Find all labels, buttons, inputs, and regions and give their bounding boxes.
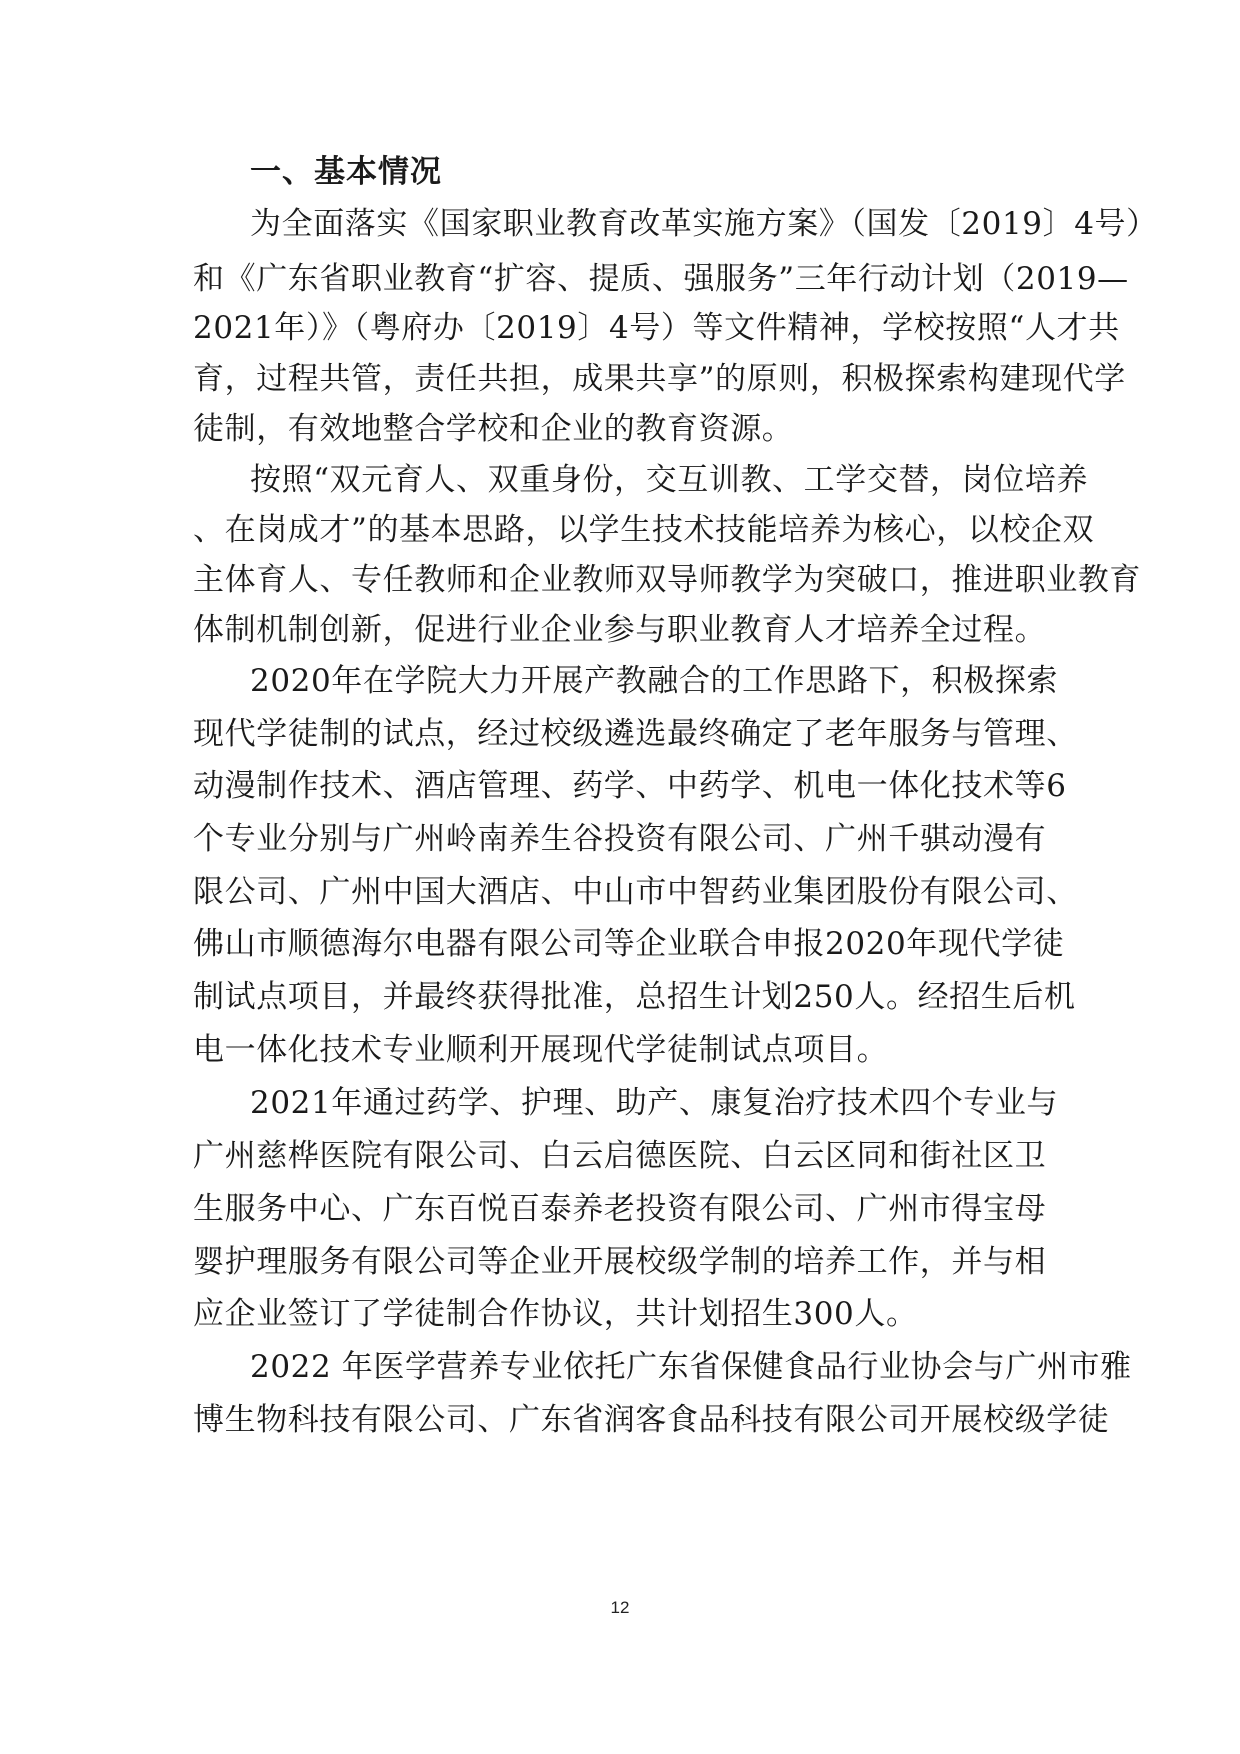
text-line: 制试点项目，并最终获得批准，总招生计划250人。经招生后机 (193, 979, 1076, 1015)
text-line: 广州慈桦医院有限公司、白云启德医院、白云区同和街社区卫 (193, 1138, 1047, 1174)
text-line: 博生物科技有限公司、广东省润客食品科技有限公司开展校级学徒 (193, 1402, 1110, 1438)
text-line: 2022 年医学营养专业依托广东省保健食品行业协会与广州市雅 (250, 1349, 1132, 1385)
text-line: 婴护理服务有限公司等企业开展校级学制的培养工作，并与相 (193, 1244, 1047, 1280)
text-line: 应企业签订了学徒制合作协议，共计划招生300人。 (193, 1296, 918, 1332)
text-line: 生服务中心、广东百悦百泰养老投资有限公司、广州市得宝母 (193, 1191, 1047, 1227)
text-line: 限公司、广州中国大酒店、中山市中智药业集团股份有限公司、 (193, 874, 1078, 910)
page-number: 12 (610, 1598, 630, 1617)
text-line: 电一体化技术专业顺利开展现代学徒制试点项目。 (193, 1032, 889, 1068)
text-line: 2021年）》（粤府办〔2019〕4号）等文件精神，学校按照“人才共 (193, 310, 1120, 346)
text-line: 个专业分别与广州岭南养生谷投资有限公司、广州千骐动漫有 (193, 821, 1047, 857)
text-line: 主体育人、专任教师和企业教师双导师教学为突破口，推进职业教育 (193, 562, 1141, 598)
text-line: 动漫制作技术、酒店管理、药学、中药学、机电一体化技术等6 (193, 768, 1067, 804)
text-line: 佛山市顺德海尔电器有限公司等企业联合申报2020年现代学徒 (193, 926, 1065, 962)
text-line: 2020年在学院大力开展产教融合的工作思路下，积极探索 (250, 663, 1059, 699)
text-line: 为全面落实《国家职业教育改革实施方案》（国发〔2019〕4号） (250, 206, 1158, 242)
section-heading: 一、基本情况 (250, 154, 442, 190)
text-line: 体制机制创新，促进行业企业参与职业教育人才培养全过程。 (193, 612, 1047, 648)
text-line: 按照“双元育人、双重身份，交互训教、工学交替，岗位培养 (250, 462, 1089, 498)
text-line: 育，过程共管，责任共担，成果共享”的原则，积极探索构建现代学 (193, 361, 1126, 397)
text-line: 徒制，有效地整合学校和企业的教育资源。 (193, 411, 794, 447)
text-line: 现代学徒制的试点，经过校级遴选最终确定了老年服务与管理、 (193, 716, 1078, 752)
text-line: 、在岗成才”的基本思路，以学生技术技能培养为核心，以校企双 (193, 512, 1095, 548)
text-line: 2021年通过药学、护理、助产、康复治疗技术四个专业与 (250, 1085, 1059, 1121)
text-line: 和《广东省职业教育“扩容、提质、强服务”三年行动计划（2019— (193, 261, 1129, 297)
